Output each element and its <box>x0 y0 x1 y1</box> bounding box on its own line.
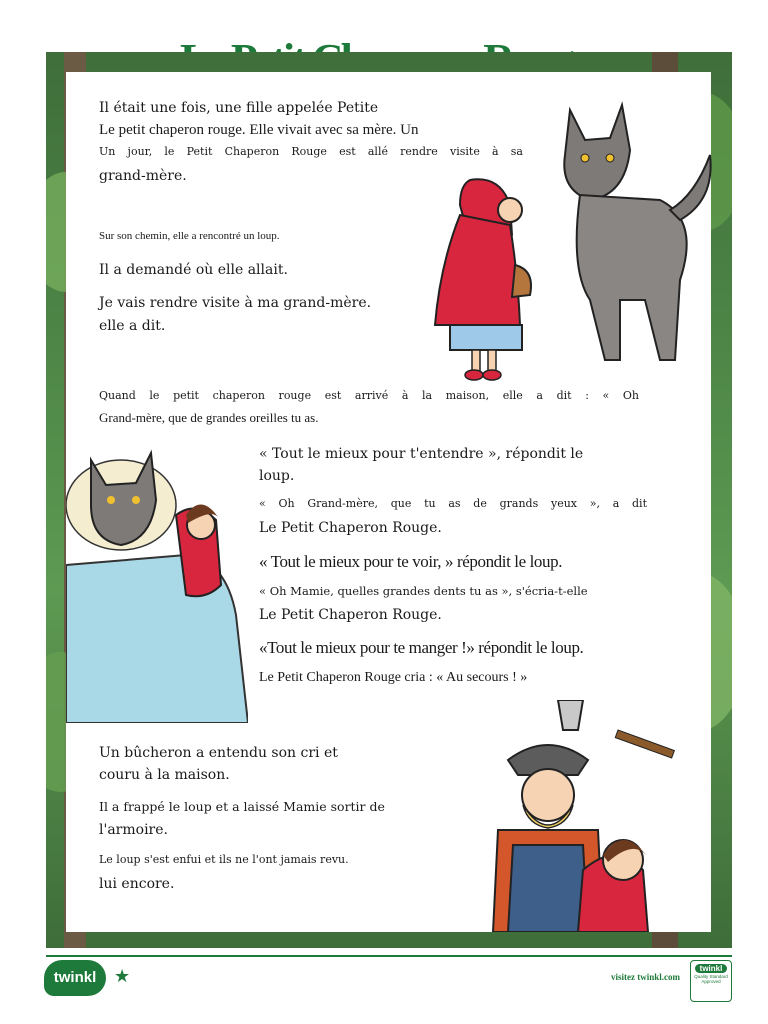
star-icon: ★ <box>114 966 131 987</box>
story-text-21: l'armoire. <box>99 822 168 838</box>
badge-caption: Quality Standard Approved <box>694 974 728 984</box>
story-text-11a: « Tout le mieux pour t'entendre », répondit le <box>259 446 584 462</box>
visit-website-text: visitez twinkl.com <box>611 972 680 982</box>
story-text-1: Il était une fois, une fille appelée Petite <box>99 100 379 116</box>
badge-brand: twinkl <box>695 964 727 973</box>
wolf-illustration <box>550 100 715 370</box>
story-text-16: Le Petit Chaperon Rouge. <box>259 607 442 623</box>
story-text-3: Un jour, le Petit Chaperon Rouge est allé rendre visite à sa <box>99 145 523 158</box>
story-text-5: Sur son chemin, elle a rencontré un loup. <box>99 230 280 242</box>
red-riding-hood-illustration <box>430 175 540 385</box>
story-text-13: Le Petit Chaperon Rouge. <box>259 520 442 536</box>
story-text-17: «Tout le mieux pour te manger !» répondit le loup. <box>259 638 584 657</box>
story-text-23: lui encore. <box>99 876 175 892</box>
story-text-8: elle a dit. <box>99 318 166 334</box>
story-text-12: « Oh Grand-mère, que tu as de grands yeux », a dit <box>259 497 647 510</box>
story-text-15: « Oh Mamie, quelles grandes dents tu as », s'écria-t-elle <box>259 584 588 598</box>
story-text-6: Il a demandé où elle allait. <box>99 262 288 278</box>
story-text-14: « Tout le mieux pour te voir, » répondit le loup. <box>259 552 563 571</box>
story-text-20: Il a frappé le loup et a laissé Mamie sortir de <box>99 799 385 814</box>
story-text-19a: Un bûcheron a entendu son cri et <box>99 745 338 761</box>
story-text-11b: loup. <box>259 468 295 484</box>
story-text-2: Le petit chaperon rouge. Elle vivait avec sa mère. Un <box>99 122 419 138</box>
twinkl-logo: twinkl <box>44 960 106 996</box>
story-text-18: Le Petit Chaperon Rouge cria : « Au secours ! » <box>259 670 528 685</box>
story-text-7: Je vais rendre visite à ma grand-mère. <box>99 295 372 311</box>
story-text-4: grand-mère. <box>99 168 187 184</box>
quality-badge <box>690 960 732 1002</box>
story-text-9: Quand le petit chaperon rouge est arrivé à la maison, elle a dit : « Oh <box>99 389 639 402</box>
story-text-10: Grand-mère, que de grandes oreilles tu as. <box>99 410 319 425</box>
footer-divider <box>46 955 732 957</box>
wolf-in-bed-illustration <box>66 445 248 723</box>
woodcutter-illustration <box>478 700 688 932</box>
story-text-22: Le loup s'est enfui et ils ne l'ont jamais revu. <box>99 853 349 866</box>
story-text-19b: couru à la maison. <box>99 767 230 783</box>
